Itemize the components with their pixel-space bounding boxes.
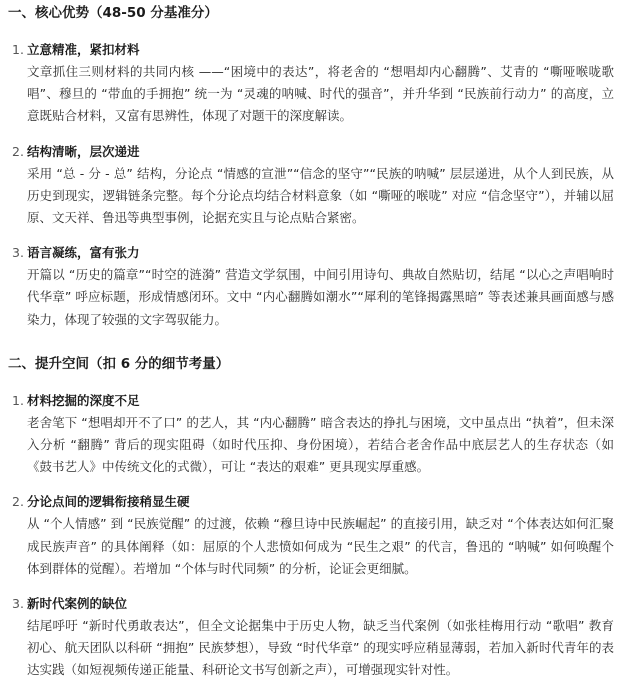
item-body: 老舍笔下 “想唱却开不了口” 的艺人，其 “内心翻腾” 暗含表达的挣扎与困境，文中虽点出 “执着”，但未深入分析 “翻腾” 背后的现实阻碍（如时代压抑、身份困境），若结合老舍作品中底层艺人的生存状态（如《鼓书艺人》中传统文化的式微），可让 “表达的艰难” 更具现实厚重感。 [27, 414, 614, 475]
item-title: 结构清晰，层次递进 [27, 143, 140, 159]
item-body: 文章抓住三则材料的共同内核 ——“困境中的表达”，将老舍的 “想唱却内心翻腾”、艾青的 “嘶哑喉咙歌唱”、穆旦的 “带血的手拥抱” 统一为 “灵魂的呐喊、时代的强音”，并升华到 “民族前行动力” 的高度，立意既贴合材料，又富有思辨性，体现了对题干的深度解读。 [27, 64, 614, 124]
section-title: 二、提升空间（扣 6 分的细节考量） [8, 355, 230, 372]
item-title: 材料挖掘的深度不足 [27, 392, 140, 408]
section-improvement-space [8, 354, 622, 682]
item-title: 新时代案例的缺位 [27, 596, 128, 612]
item-title: 语言凝练，富有张力 [27, 245, 140, 261]
section-title: 一、核心优势（48-50 分基准分） [8, 5, 218, 21]
list-item [8, 390, 622, 479]
improvement-list [8, 390, 622, 682]
item-body: 采用 “总 - 分 - 总” 结构，分论点 “情感的宣泄”“信念的坚守”“民族的呐喊” 层层递进，从个人到民族，从历史到现实，逻辑链条完整。每个分论点均结合材料意象（如 “嘶哑的喉咙” 对应 “信念坚守”），并辅以屈原、文天祥、鲁迅等典型事例，论据充实且与论点贴合紧密。 [27, 165, 614, 226]
list-item [8, 593, 622, 682]
section-core-advantages [8, 0, 622, 331]
item-number: 1. [12, 42, 24, 57]
item-number: 3. [12, 245, 24, 261]
item-body: 结尾呼吁 “新时代勇敢表达”，但全文论据集中于历史人物，缺乏当代案例（如张桂梅用行动 “歌唱” 教育初心、航天团队以科研 “拥抱” 民族梦想），导致 “时代华章” 的现实呼应稍显薄弱，若加入新时代青年的表达实践（如短视频传递正能量、科研论文书写创新之声），可增强现实针对性。 [27, 618, 614, 678]
item-number: 3. [12, 596, 24, 612]
item-number: 2. [12, 143, 24, 159]
list-item [8, 141, 622, 230]
item-number: 1. [12, 392, 24, 408]
item-body: 开篇以 “历史的篇章”“时空的涟漪” 营造文学氛围，中间引用诗句、典故自然贴切，结尾 “以心之声唱响时代华章” 呼应标题，形成情感闭环。文中 “内心翻腾如潮水”“犀利的笔锋揭露黑暗” 等表述兼具画面感与感染力，体现了较强的文字驾驭能力。 [27, 267, 614, 327]
list-item [8, 242, 622, 331]
item-body: 从 “个人情感” 到 “民族觉醒” 的过渡，依赖 “穆旦诗中民族崛起” 的直接引用，缺乏对 “个体表达如何汇聚成民族声音” 的具体阐释（如：屈原的个人悲愤如何成为 “民生之艰” 的代言，鲁迅的 “呐喊” 如何唤醒个体到群体的觉醒）。若增加 “个体与时代同频” 的分析，论证会更细腻。 [27, 516, 614, 576]
list-item [8, 39, 622, 128]
advantage-list [8, 39, 622, 331]
item-title: 立意精准，紧扣材料 [27, 42, 140, 57]
item-title: 分论点间的逻辑衔接稍显生硬 [27, 494, 190, 510]
item-number: 2. [12, 494, 24, 510]
list-item [8, 491, 622, 580]
